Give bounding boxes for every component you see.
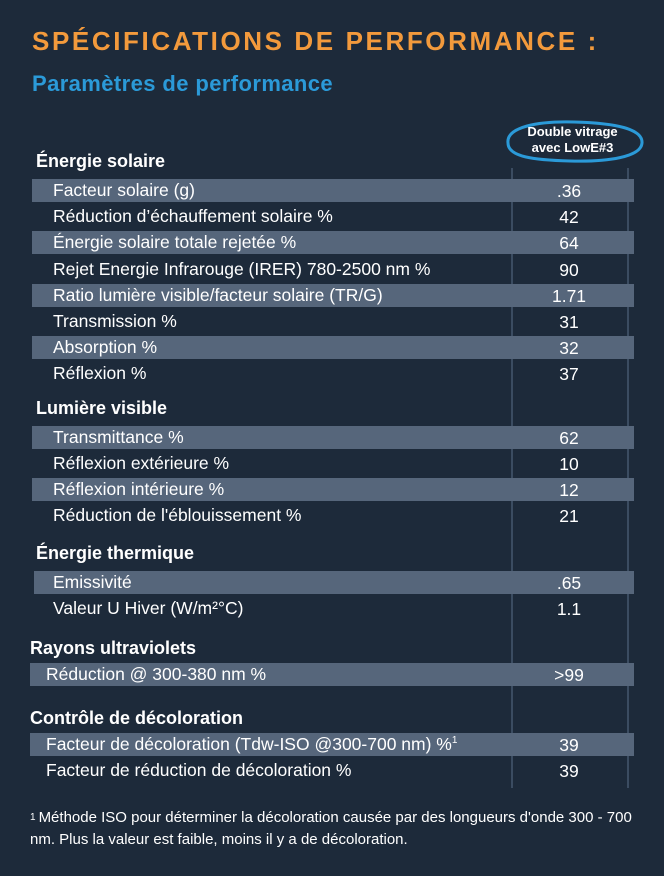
page-subtitle: Paramètres de performance (32, 71, 334, 96)
footnote-mark: 1 (451, 735, 458, 747)
table-row (32, 310, 634, 333)
row-value: 37 (559, 364, 579, 384)
table-row (32, 336, 634, 359)
row-label: Transmission % (53, 311, 177, 331)
row-label: Réduction d’échauffement solaire % (53, 206, 333, 226)
section-title: Rayons ultraviolets (30, 638, 197, 658)
table-row (32, 284, 634, 307)
section-title: Énergie thermique (36, 543, 195, 563)
section-title: Énergie solaire (36, 151, 166, 171)
row-label: Emissivité (53, 572, 132, 592)
row-value: 62 (559, 428, 579, 448)
row-label: Transmittance % (53, 427, 184, 447)
row-label: Valeur U Hiver (W/m²°C) (53, 598, 244, 618)
row-value: 39 (559, 761, 579, 781)
row-value: 1.1 (556, 599, 582, 619)
table-row (32, 179, 634, 202)
table-row (34, 571, 634, 594)
row-value: >99 (554, 665, 584, 685)
row-value: 21 (559, 506, 579, 526)
row-label: Absorption % (53, 337, 158, 357)
row-value: 64 (559, 233, 579, 253)
row-label: Facteur de réduction de décoloration % (46, 760, 352, 780)
table-row (32, 426, 634, 449)
row-label: Réflexion % (53, 363, 147, 383)
column-header-line2: avec LowE#3 (531, 140, 614, 155)
table-row (32, 258, 634, 281)
footnote-text: Méthode ISO pour déterminer la décoloration causée par des longueurs d'onde 300 - 700 nm. Plus la valeur est faible, moins il y a de décoloration. (30, 809, 632, 848)
row-label: Énergie solaire totale rejetée % (53, 232, 297, 252)
row-value: 1.71 (551, 286, 587, 306)
section-title: Contrôle de décoloration (30, 708, 244, 728)
row-label: Réflexion intérieure % (53, 479, 225, 499)
page-title: SPÉCIFICATIONS DE PERFORMANCE : (32, 26, 599, 56)
table-row (32, 504, 634, 527)
column-header (500, 124, 645, 156)
table-row (30, 733, 634, 756)
table-row (30, 663, 634, 686)
table-row (32, 231, 634, 254)
row-value: 32 (559, 338, 579, 358)
table-row (32, 362, 634, 385)
table-row (34, 597, 634, 620)
row-value: 10 (559, 454, 579, 474)
footnote-mark: 1 (30, 812, 36, 823)
table-row (32, 452, 634, 475)
row-value: 31 (559, 312, 579, 332)
row-label: Réduction de l'éblouissement % (53, 505, 302, 525)
row-label: Réduction @ 300-380 nm % (46, 664, 267, 684)
row-value: 42 (559, 207, 579, 227)
row-value: 39 (559, 735, 579, 755)
table-row (32, 205, 634, 228)
table-row (32, 478, 634, 501)
section-title: Lumière visible (36, 398, 168, 418)
table-row (30, 759, 634, 782)
footnote (30, 807, 640, 851)
row-label: Facteur de décoloration (Tdw-ISO @300-700 nm) %$^1$ (46, 734, 458, 754)
row-label: Ratio lumière visible/facteur solaire (TR/G) (53, 285, 383, 305)
row-label: Réflexion extérieure % (53, 453, 230, 473)
row-label: Rejet Energie Infrarouge (IRER) 780-2500 nm % (53, 259, 431, 279)
row-value: 90 (559, 260, 579, 280)
row-value: .36 (556, 181, 582, 201)
column-header-line1: Double vitrage (527, 124, 618, 139)
row-value: .65 (556, 573, 582, 593)
row-label: Facteur solaire (g) (53, 180, 195, 200)
row-value: 12 (559, 480, 579, 500)
